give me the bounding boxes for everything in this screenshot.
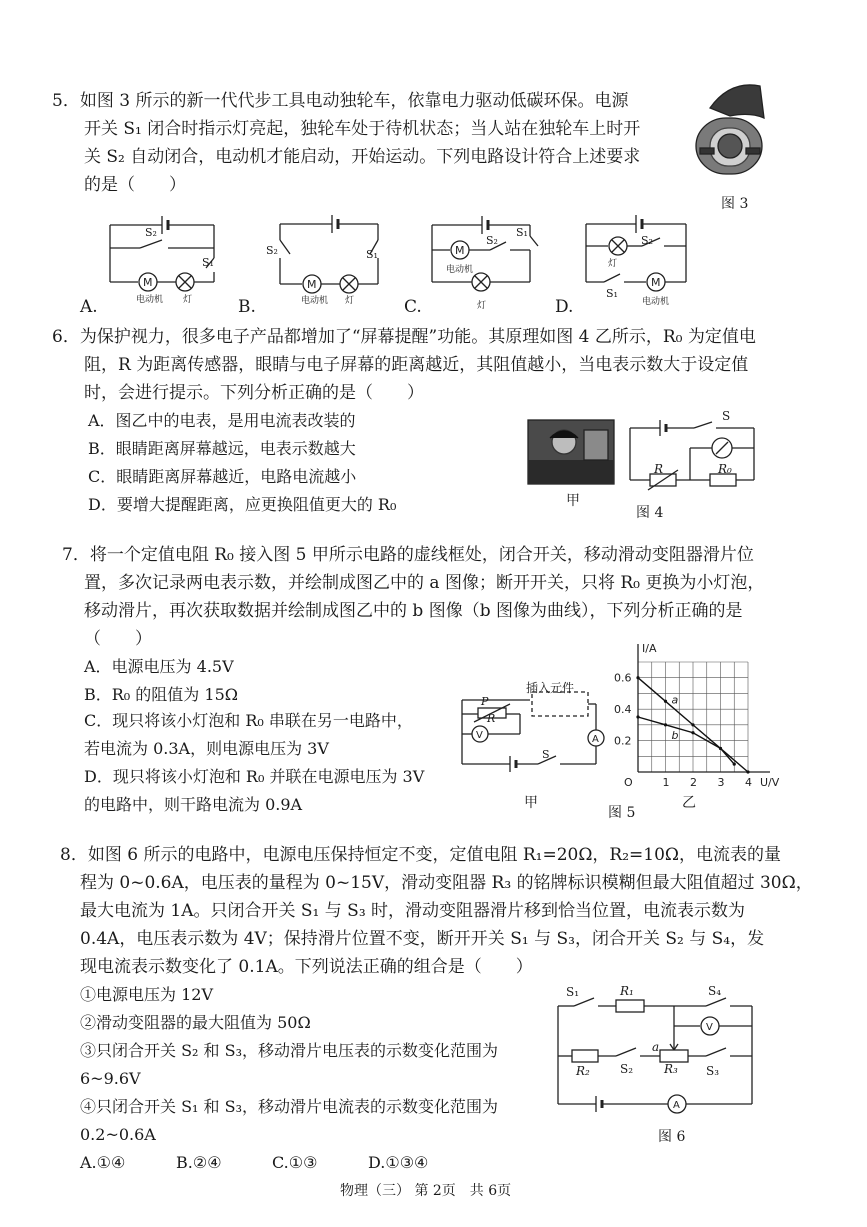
q8-text-line2: 程为 0~0.6A，电压表的量程为 0~15V，滑动变阻器 R₃ 的铭牌标识模糊但最大阻值超过 30Ω， <box>80 873 813 893</box>
svg-text:A: A <box>592 734 599 745</box>
fig6-r3-label: R₃ <box>664 1062 678 1076</box>
q6-text-line1: 6．为保护视力，很多电子产品都增加了“屏幕提醒”功能。其原理如图 4 乙所示，R₀ 为定值电 <box>52 327 756 347</box>
fig5-p-label: P <box>481 695 489 708</box>
q8-statement-4a: ④只闭合开关 S₁ 和 S₃，移动滑片电流表的示数变化范围为 <box>80 1097 499 1116</box>
q7-text-line1: 7．将一个定值电阻 R₀ 接入图 5 甲所示电路的虚线框处，闭合开关，移动滑动变阻器滑片位 <box>62 545 754 565</box>
q6-option-a: A．图乙中的电表，是用电流表改装的 <box>88 411 356 430</box>
q5-text-line2: 开关 S₁ 闭合时指示灯亮起，独轮车处于待机状态；当人站在独轮车上时开 <box>84 119 641 139</box>
q7-text-line3: 移动滑片，再次获取数据并绘制成图乙中的 b 图像（b 图像为曲线），下列分析正确的是 <box>84 601 743 621</box>
chart-series-b-point <box>664 723 667 726</box>
q5-option-c: C. <box>404 297 422 317</box>
q5d-lamp-label: 灯 <box>608 259 618 269</box>
fig5-insert-label: 插入元件 <box>526 681 575 695</box>
q5a-motor-label: 电动机 <box>136 295 164 305</box>
fig5-caption: 图 5 <box>608 805 636 821</box>
chart-origin-label: O <box>624 776 633 789</box>
fig5-jia-label: 甲 <box>524 795 538 811</box>
chart-series-b-point <box>691 731 694 734</box>
q8-text-line1: 8．如图 6 所示的电路中，电源电压保持恒定不变，定值电阻 R₁=20Ω，R₂=10Ω，电流表的量 <box>60 845 782 865</box>
q5-circuit-c <box>432 210 542 300</box>
q7-option-a: A．电源电压为 4.5V <box>84 657 234 676</box>
q8-choice-a: A.①④ <box>80 1153 126 1172</box>
chart-series-a-point <box>746 770 749 773</box>
q7-option-d-line2: 的电路中，则干路电流为 0.9A <box>84 795 303 814</box>
chart-y-tick-label: 0.6 <box>614 671 632 685</box>
chart-series-a-point <box>691 723 694 726</box>
chart-x-label: U/V <box>760 776 780 789</box>
q8-text-line4: 0.4A，电压表示数为 4V；保持滑片位置不变，断开开关 S₁ 与 S₃，闭合开关 S₂ 与 S₄，发 <box>80 929 765 949</box>
q5-option-d: D. <box>555 297 574 317</box>
fig6-s2-label: S₂ <box>620 1062 634 1076</box>
q5c-s1: S₁ <box>516 226 528 239</box>
chart-series-a-label: a <box>671 693 679 707</box>
chart-series-b-point <box>733 763 736 766</box>
q5-option-b: B. <box>238 297 256 317</box>
fig6-s3-label: S₃ <box>706 1064 720 1078</box>
q5-text-line4: 的是（ ） <box>84 175 186 195</box>
q5-circuit-a <box>110 210 220 300</box>
q7-option-c-line2: 若电流为 0.3A，则电源电压为 3V <box>84 739 329 758</box>
fig6-caption: 图 6 <box>658 1129 686 1145</box>
q5b-lamp-label: 灯 <box>345 296 355 306</box>
svg-text:V: V <box>476 730 483 741</box>
fig4-s-label: S <box>722 409 731 423</box>
q5-text-line1: 5．如图 3 所示的新一代代步工具电动独轮车，依靠电力驱动低碳环保。电源 <box>52 91 629 111</box>
fig4-r0-label: R₀ <box>718 462 732 476</box>
q8-choice-c: C.①③ <box>272 1153 318 1172</box>
q5b-s2: S₂ <box>266 244 278 257</box>
q8-choice-b: B.②④ <box>176 1153 222 1172</box>
fig5-r-label: R <box>487 712 496 725</box>
svg-text:M: M <box>651 276 661 289</box>
q5-circuit-d <box>586 212 696 302</box>
q7-option-b: B．R₀ 的阻值为 15Ω <box>84 685 239 704</box>
q5-text-line3: 关 S₂ 自动闭合，电动机才能启动，开始运动。下列电路设计符合上述要求 <box>84 147 641 167</box>
chart-x-tick-label: 1 <box>662 776 670 789</box>
fig5-s-label: S <box>542 748 550 761</box>
fig6-circuit <box>556 996 756 1116</box>
fig5-iu-chart <box>610 640 790 800</box>
fig5-yi-label: 乙 <box>682 795 696 811</box>
q5b-motor-label: 电动机 <box>301 296 329 306</box>
fig4-r-label: R <box>654 462 664 476</box>
q5c-s2: S₂ <box>486 234 498 247</box>
fig6-r1-label: R₁ <box>620 984 634 998</box>
q5a-lamp-label: 灯 <box>183 295 193 305</box>
q8-text-line3: 最大电流为 1A。只闭合开关 S₁ 与 S₃ 时，滑动变阻器滑片移到恰当位置，电流表示数为 <box>80 901 746 921</box>
fig4-photo <box>528 420 614 484</box>
chart-series-b-point <box>636 715 639 718</box>
q5a-s1: S₁ <box>202 256 214 269</box>
q5a-s2: S₂ <box>145 226 157 239</box>
chart-x-tick-label: 3 <box>717 776 725 789</box>
chart-y-tick-label: 0.4 <box>614 703 632 717</box>
q5d-s1: S₁ <box>606 287 618 300</box>
q5-option-a: A. <box>80 297 98 317</box>
chart-series-b-label: b <box>671 728 679 742</box>
q7-text-line2: 置，多次记录两电表示数，并绘制成图乙中的 a 图像；断开开关，只将 R₀ 更换为小灯泡， <box>84 573 765 593</box>
fig4-circuit <box>630 418 760 488</box>
svg-text:A: A <box>673 1100 680 1111</box>
svg-text:M: M <box>307 278 317 291</box>
q8-statement-1: ①电源电压为 12V <box>80 985 214 1004</box>
q6-text-line3: 时，会进行提示。下列分析正确的是（ ） <box>84 383 424 403</box>
q6-text-line2: 阻，R 为距离传感器，眼睛与电子屏幕的距离越近，其阻值越小，当电表示数大于设定值 <box>84 355 749 375</box>
q5d-s2: S₂ <box>641 234 653 247</box>
q7-option-c-line1: C．现只将该小灯泡和 R₀ 串联在另一电路中， <box>84 711 413 730</box>
chart-series-a-point <box>664 700 667 703</box>
svg-text:V: V <box>706 1022 713 1033</box>
chart-series-b-point <box>719 747 722 750</box>
chart-x-tick-label: 2 <box>690 776 697 789</box>
unicycle-photo <box>690 78 770 188</box>
q6-option-b: B．眼睛距离屏幕越远，电表示数越大 <box>88 439 356 458</box>
page-footer: 物理（三） 第 2页 共 6页 <box>340 1183 512 1199</box>
chart-series-a-point <box>636 676 639 679</box>
q8-choice-d: D.①③④ <box>368 1153 429 1172</box>
q8-statement-3a: ③只闭合开关 S₂ 和 S₃，移动滑片电压表的示数变化范围为 <box>80 1041 499 1060</box>
q5c-motor-label: 电动机 <box>446 265 474 275</box>
q6-option-c: C．眼睛距离屏幕越近，电路电流越小 <box>88 467 357 486</box>
fig3-caption: 图 3 <box>721 196 749 212</box>
q8-text-line5: 现电流表示数变化了 0.1A。下列说法正确的组合是（ ） <box>80 957 533 977</box>
svg-text:M: M <box>143 276 153 289</box>
q5b-s1: S₁ <box>366 248 378 261</box>
fig4-caption: 图 4 <box>636 505 664 521</box>
chart-x-tick-label: 4 <box>745 776 752 789</box>
q7-text-line4: （ ） <box>84 629 152 649</box>
fig4-jia-label: 甲 <box>566 493 580 509</box>
chart-y-label: I/A <box>642 642 657 655</box>
fig6-r2-label: R₂ <box>576 1064 590 1078</box>
q5c-lamp-label: 灯 <box>477 301 487 311</box>
chart-y-tick-label: 0.2 <box>614 734 632 748</box>
q6-option-d: D．要增大提醒距离，应更换阻值更大的 R₀ <box>88 495 397 514</box>
q8-statement-3b: 6~9.6V <box>80 1069 141 1088</box>
q8-statement-4b: 0.2~0.6A <box>80 1125 156 1144</box>
fig6-s1-label: S₁ <box>566 985 580 999</box>
fig6-slider-a-label: a <box>652 1040 660 1054</box>
q5d-motor-label: 电动机 <box>642 297 670 307</box>
q7-option-d-line1: D．现只将该小灯泡和 R₀ 并联在电源电压为 3V <box>84 767 425 786</box>
q8-statement-2: ②滑动变阻器的最大阻值为 50Ω <box>80 1013 311 1032</box>
svg-text:M: M <box>455 244 465 257</box>
fig6-s4-label: S₄ <box>708 984 722 998</box>
